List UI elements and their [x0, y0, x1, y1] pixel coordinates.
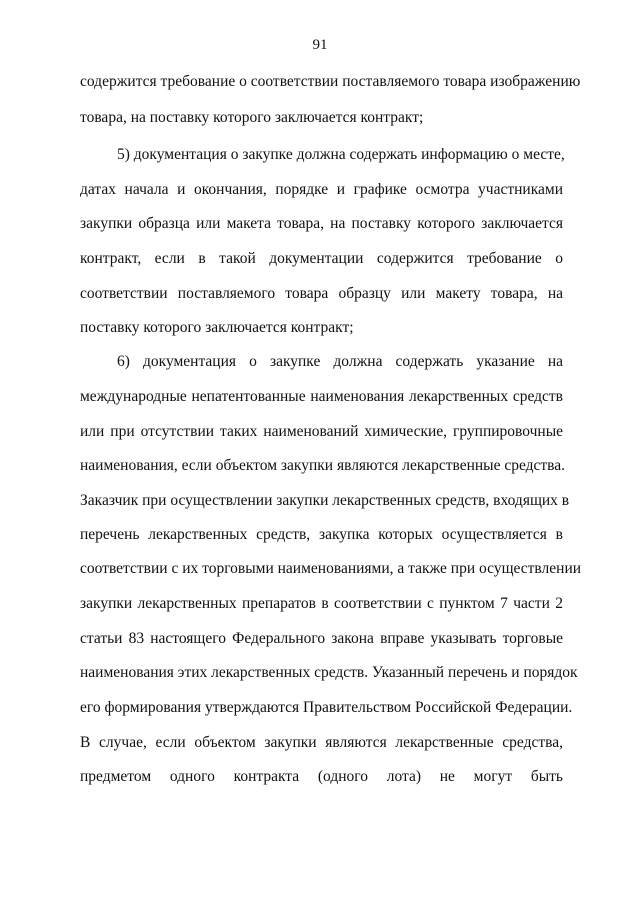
paragraph-5-start: 5) документация о закупке должна содержать информацию о месте, [117, 146, 565, 163]
text-line: товара, на поставку которого заключается контракт; [80, 109, 424, 126]
text-line: перечень лекарственных средств, закупка которых осуществляется в [80, 526, 563, 543]
text-line: поставку которого заключается контракт; [80, 319, 354, 336]
text-line: закупки образца или макета товара, на поставку которого заключается [80, 215, 563, 232]
text-line: или при отсутствии таких наименований химические, группировочные [80, 423, 563, 440]
text-line: содержится требование о соответствии поставляемого товара изображению [80, 73, 581, 90]
text-line: предметом одного контракта (одного лота) не могут быть [80, 768, 563, 785]
text-line: наименования, если объектом закупки являются лекарственные средства. [80, 457, 566, 474]
text-line: наименования этих лекарственных средств. Указанный перечень и порядок [80, 664, 578, 681]
text-line: соответствии с их торговыми наименованиями, а также при осуществлении [80, 560, 582, 577]
text-line: датах начала и окончания, порядке и графике осмотра участниками [80, 181, 563, 198]
paragraph-6-start: 6) документация о закупке должна содержать указание на [117, 353, 563, 370]
text-line: международные непатентованные наименования лекарственных средств [80, 388, 563, 405]
text-line: В случае, если объектом закупки являются лекарственные средства, [80, 734, 563, 751]
text-line: закупки лекарственных препаратов в соответствии с пунктом 7 части 2 [80, 595, 563, 612]
text-line: Заказчик при осуществлении закупки лекарственных средств, входящих в [80, 492, 570, 509]
page-number: 91 [312, 37, 328, 53]
text-line: его формирования утверждаются Правительством Российской Федерации. [80, 699, 573, 716]
text-line: соответствии поставляемого товара образцу или макету товара, на [80, 285, 563, 302]
text-line: контракт, если в такой документации содержится требование о [80, 250, 563, 267]
text-line: статьи 83 настоящего Федерального закона вправе указывать торговые [80, 630, 563, 647]
